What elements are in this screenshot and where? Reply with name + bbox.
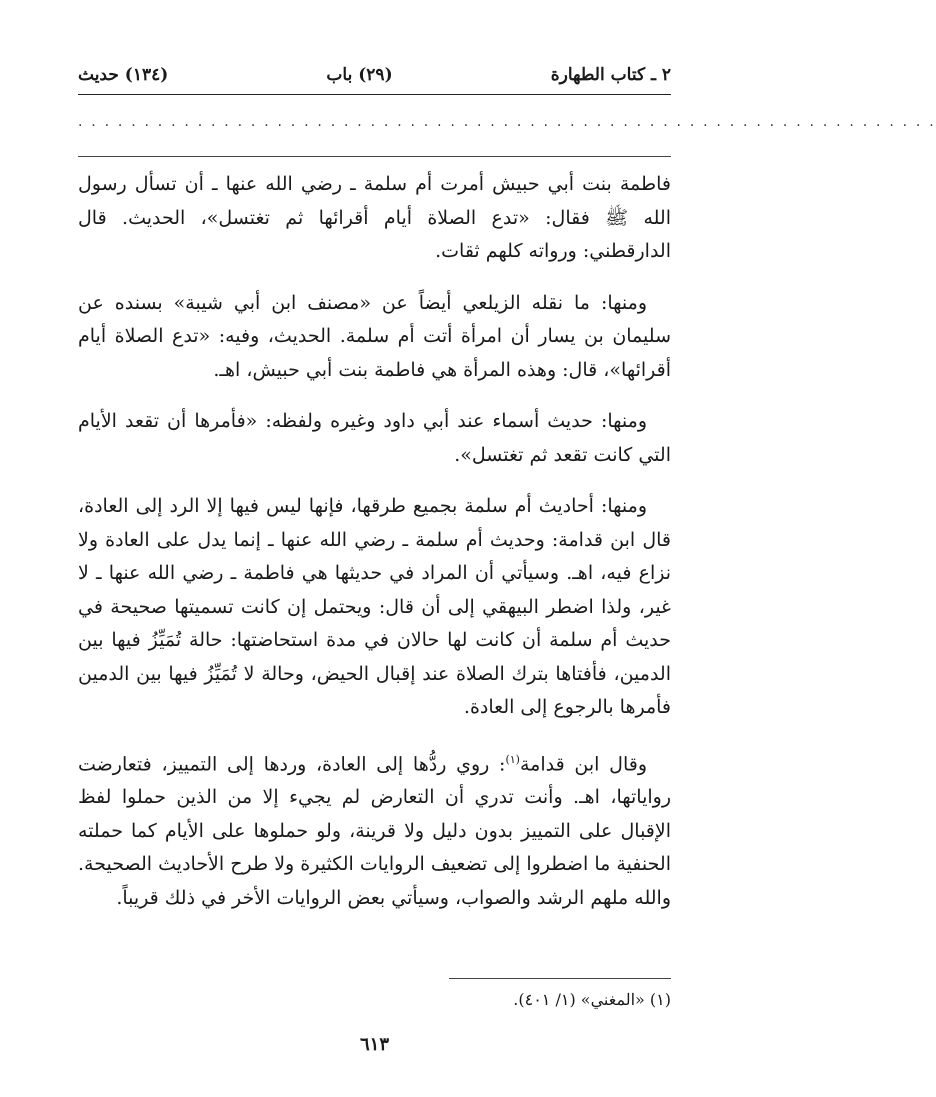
paragraph-3: ومنها: حديث أسماء عند أبي داود وغيره ولفظه: «فأمرها أن تقعد الأيام التي كانت تقعد ثم تغتسل».: [78, 410, 671, 466]
dotted-separator: . . . . . . . . . . . . . . . . . . . . . . . . . . . . . . . . . . . . . . . . . . . . . . . . . . . . . . . . . . . . . . . . .: [78, 114, 936, 130]
paragraph-5-lead: وقال ابن قدامة: [519, 752, 647, 775]
header-book-title: ٢ ـ كتاب الطهارة: [550, 65, 671, 85]
page-number: ٦١٣: [359, 1034, 389, 1055]
footnote-marker: (١): [505, 752, 520, 766]
footnote-divider: [449, 978, 671, 979]
paragraph-4: ومنها: أحاديث أم سلمة بجميع طرقها، فإنها ليس فيها إلا الرد إلى العادة، قال ابن قدامة: وحديث أم سلمة ـ رضي الله عنها ـ إنما يدل على العادة ولا نزاع فيه، اهـ. وسيأتي أن المراد في حديثها هي فاطمة ـ رضي الله عنها ـ لا غير، ولذا اضطر البيهقي إلى أن قال: ويحتمل إن كانت تسميتها صحيحة في حديث أم سلمة أن كانت لها حالان في مدة استحاضتها: حالة تُمَيِّزُ فيها بين الدمين، فأفتاها بترك الصلاة عند إقبال الحيض، وحالة لا تُمَيِّزُ فيها بين الدمين فأمرها بالرجوع إلى العادة.: [78, 495, 671, 718]
paragraph-5-body: رواياتها، اهـ. وأنت تدري أن التعارض لم يجيء إلا من الذين حملوا لفظ الإقبال على التمييز بدون دليل ولا قرينة، ولو حملوها على الأيام كما حملته الحنفية ما اضطروا إلى تضعيف الروايات الكثيرة ولا طرح الأحاديث الصحيحة. والله ملهم الرشد والصواب، وسيأتي بعض الروايات الأخر في ذلك قريباً.: [78, 786, 671, 909]
header-hadith-number: (١٣٤) حديث: [78, 65, 169, 85]
header-chapter: (٢٩) باب: [326, 65, 393, 85]
main-text: [78, 168, 671, 933]
paragraph-2: ومنها: ما نقله الزيلعي أيضاً عن «مصنف ابن أبي شيبة» بسنده عن سليمان بن يسار أن امرأة أتت أم سلمة. الحديث، وفيه: «تدع الصلاة أيام أقرائها»، قال: وهذه المرأة هي فاطمة بنت أبي حبيش، اهـ.: [78, 291, 671, 381]
paragraph-5-rest: : روي ردُّها إلى العادة، وردها إلى التمييز، فتعارضت: [78, 752, 506, 775]
header-divider: [78, 94, 671, 95]
running-header: [78, 60, 671, 90]
paragraph-5: [78, 743, 671, 916]
footnote: (١) «المغني» (١/ ٤٠١).: [513, 990, 671, 1009]
body-divider: [78, 156, 671, 157]
paragraph-1: فاطمة بنت أبي حبيش أمرت أم سلمة ـ رضي الله عنها ـ أن تسأل رسول الله ﷺ فقال: «تدع الصلاة أيام أقرائها ثم تغتسل»، الحديث. قال الدارقطني: ورواته كلهم ثقات.: [78, 173, 671, 262]
